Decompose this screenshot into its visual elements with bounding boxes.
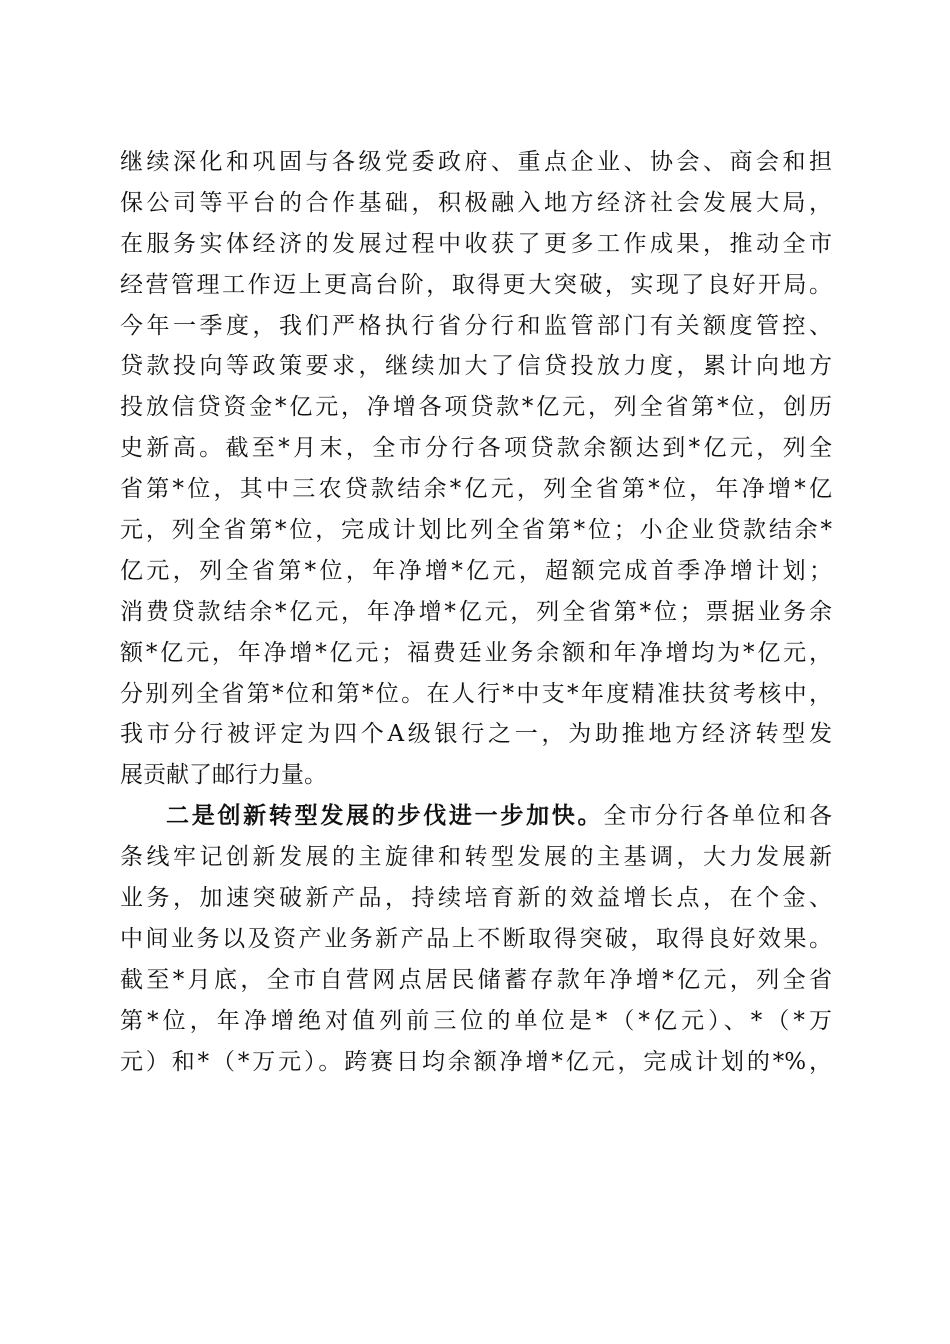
text-line: 保公司等平台的合作基础，积极融入地方经济社会发展大局，: [120, 189, 832, 216]
text-line: 截至*月底，全市自营网点居民储蓄存款年净增*亿元，列全省: [120, 966, 832, 993]
text-line: 额*亿元，年净增*亿元；福费廷业务余额和年净增均为*亿元，: [120, 639, 832, 666]
text-line: 消费贷款结余*亿元，年净增*亿元，列全省第*位；票据业务余: [120, 598, 832, 625]
paragraph-heading: 二是创新转型发展的步伐进一步加快。: [166, 802, 604, 830]
text-fragment: 全市分行各单位和各: [603, 803, 833, 830]
text-line: 我市分行被评定为四个A级银行之一，为助推地方经济转型发: [120, 721, 832, 748]
paragraph-1: [120, 142, 832, 796]
text-line: 贷款投向等政策要求，继续加大了信贷投放力度，累计向地方: [120, 353, 832, 380]
text-line: 中间业务以及资产业务新产品上不断取得突破，取得良好效果。: [120, 925, 832, 952]
text-line: 展贡献了邮行力量。: [120, 762, 327, 789]
text-line: 条线牢记创新发展的主旋律和转型发展的主基调，大力发展新: [120, 844, 832, 871]
text-line: 今年一季度，我们严格执行省分行和监管部门有关额度管控、: [120, 312, 832, 339]
document-page: [120, 142, 832, 1082]
text-line: 史新高。截至*月末，全市分行各项贷款余额达到*亿元，列全: [120, 435, 832, 462]
text-line: 元）和*（*万元）。跨赛日均余额净增*亿元，完成计划的*%，: [120, 1048, 832, 1075]
text-line: 元，列全省第*位，完成计划比列全省第*位；小企业贷款结余*: [120, 517, 832, 544]
text-line: 经营管理工作迈上更高台阶，取得更大突破，实现了良好开局。: [120, 271, 832, 298]
text-line: 分别列全省第*位和第*位。在人行*中支*年度精准扶贫考核中，: [120, 680, 832, 707]
text-line: [120, 796, 832, 837]
text-line: 亿元，列全省第*位，年净增*亿元，超额完成首季净增计划；: [120, 557, 832, 584]
text-line: 省第*位，其中三农贷款结余*亿元，列全省第*位，年净增*亿: [120, 476, 832, 503]
text-line: 继续深化和巩固与各级党委政府、重点企业、协会、商会和担: [120, 149, 832, 175]
text-line: 第*位，年净增绝对值列前三位的单位是*（*亿元）、*（*万: [120, 1007, 832, 1034]
text-line: 在服务实体经济的发展过程中收获了更多工作成果，推动全市: [120, 230, 832, 257]
text-line: 业务，加速突破新产品，持续培育新的效益增长点，在个金、: [120, 885, 832, 912]
paragraph-2: [120, 796, 832, 1082]
text-line: 投放信贷资金*亿元，净增各项贷款*亿元，列全省第*位，创历: [120, 394, 832, 421]
